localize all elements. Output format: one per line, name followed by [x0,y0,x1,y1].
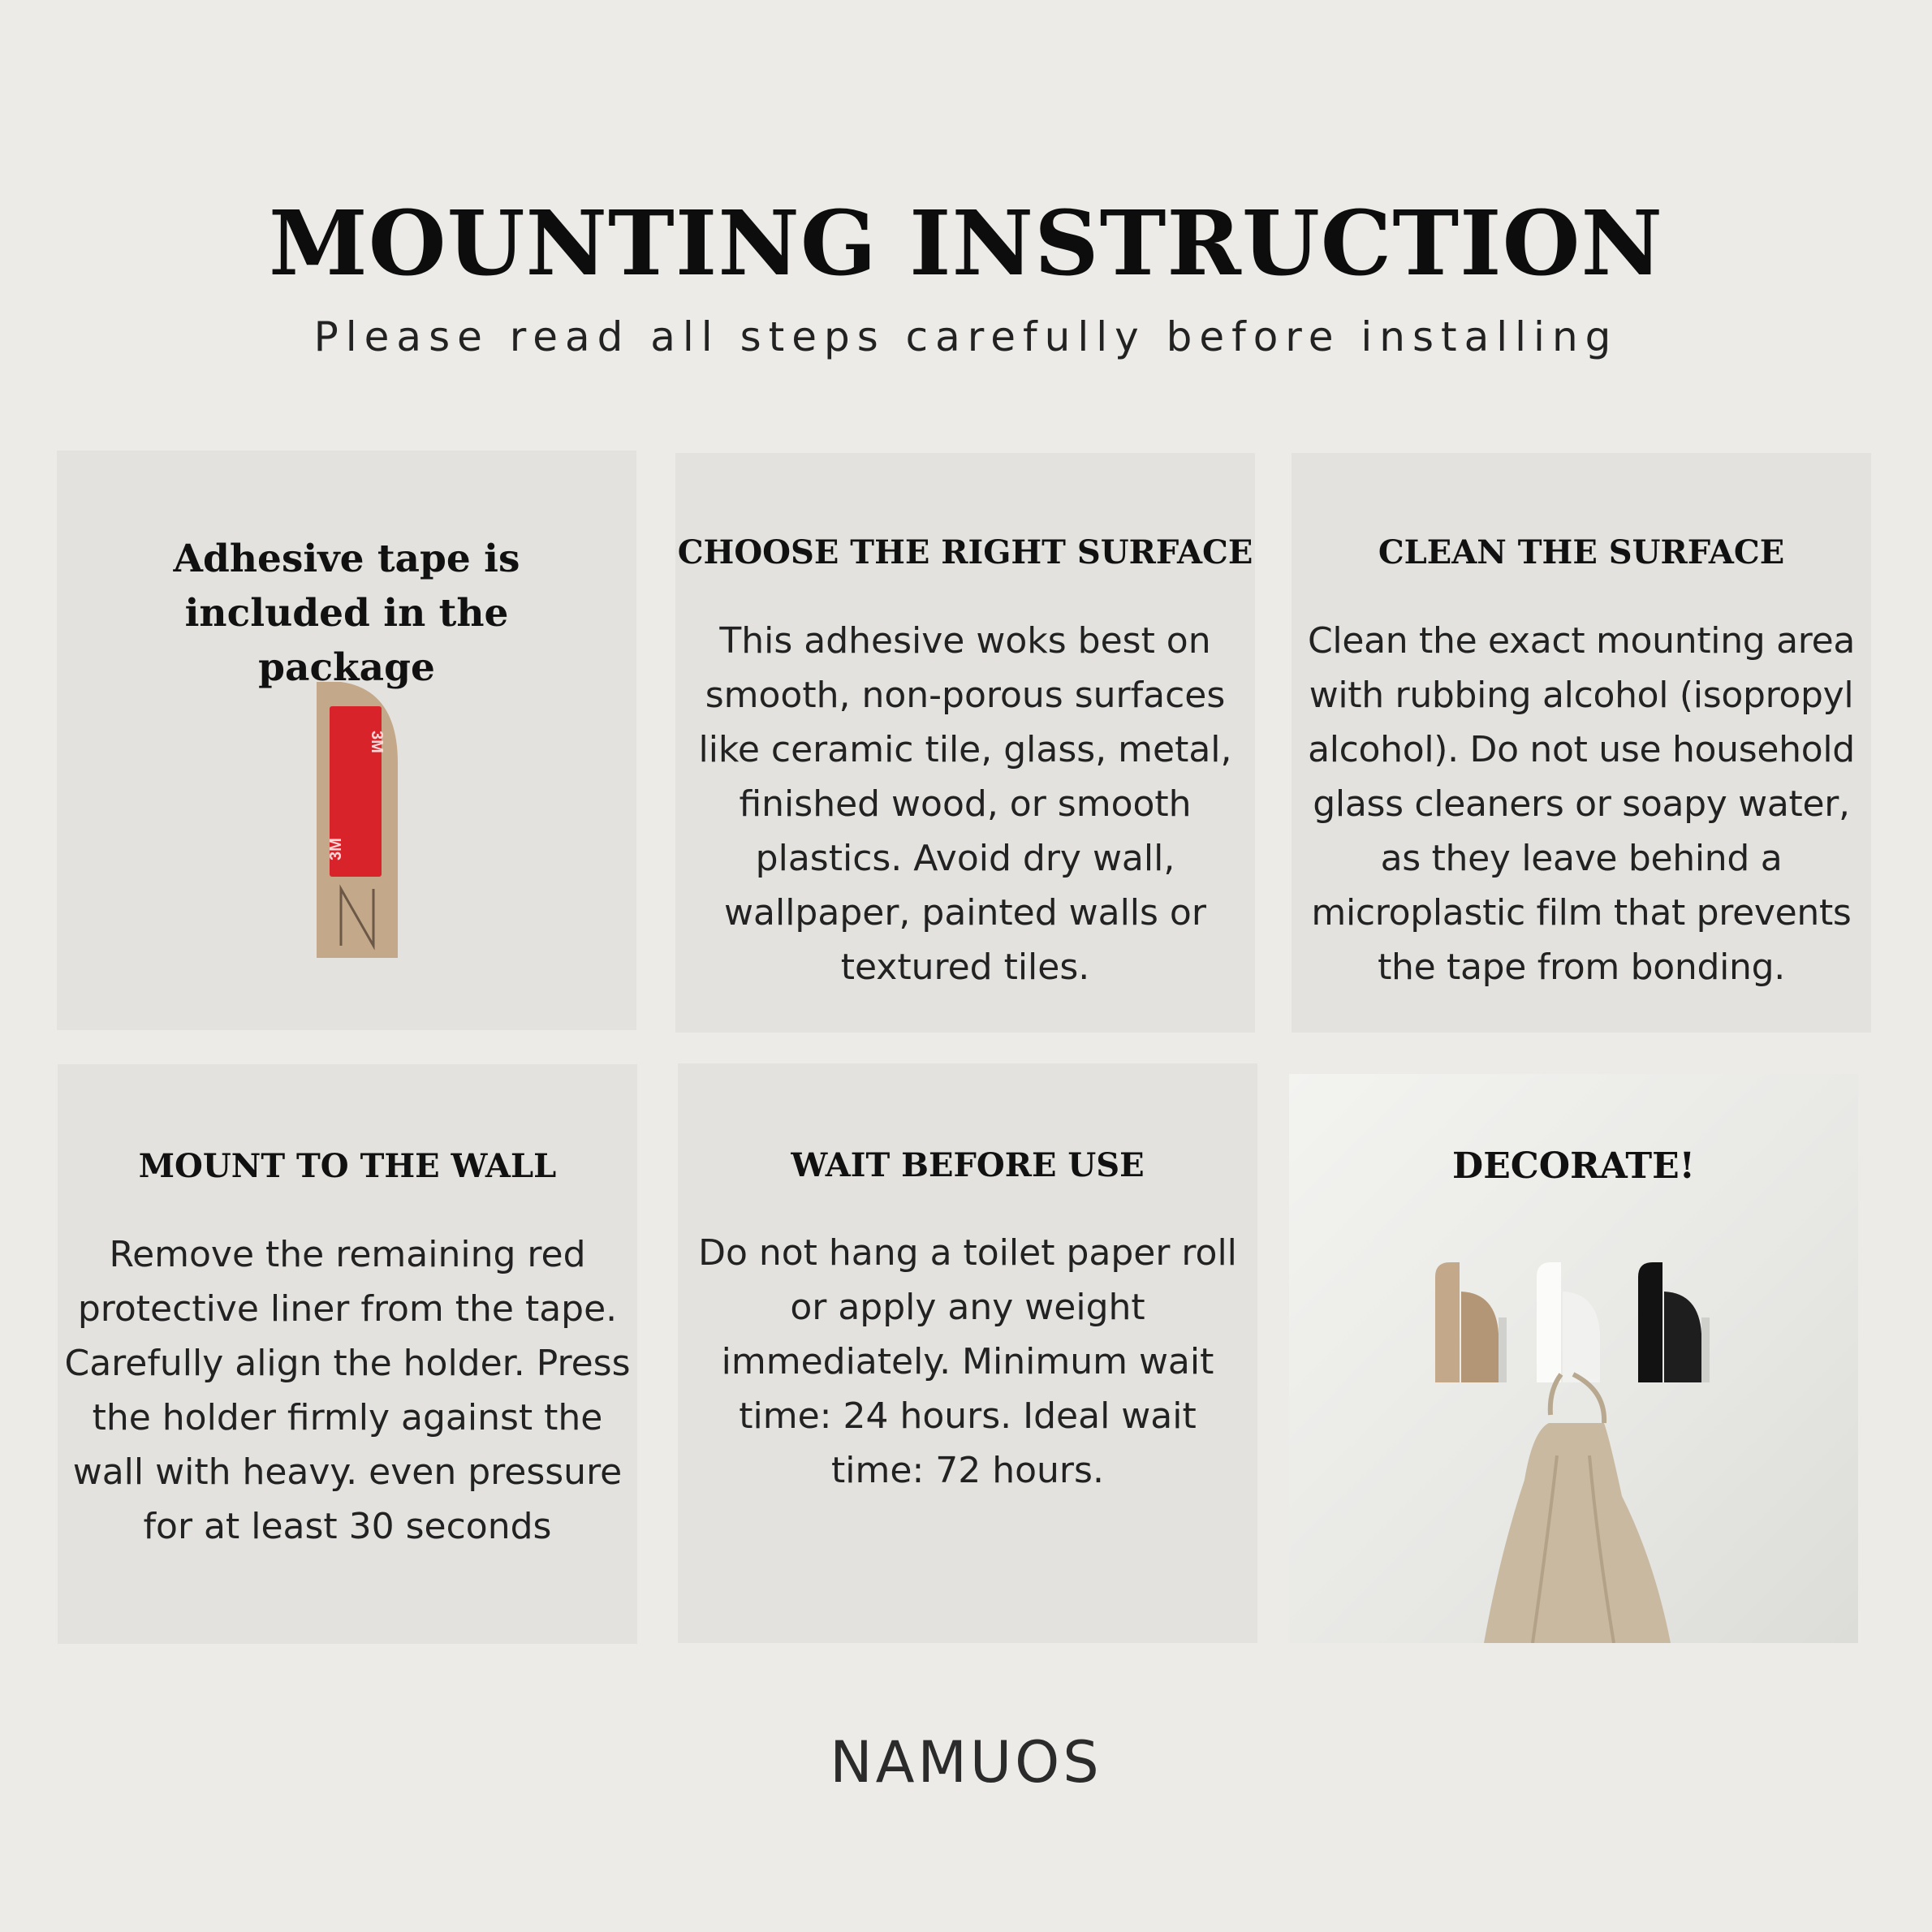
card-title: MOUNT TO THE WALL [138,1147,557,1185]
card-body: This adhesive woks best on smooth, non-porous surfaces like ceramic tile, glass, metal, finished wood, or smooth plastics. Avoid dry wall, wallpaper, painted walls or textured tiles. [698,620,1232,988]
card-wait-before-use [678,1063,1257,1643]
card-title: DECORATE! [1452,1145,1695,1187]
card-title: Adhesive tape is included in the package [173,537,520,690]
card-title: CLEAN THE SURFACE [1378,533,1785,571]
brand-logo: NAMUOS [830,1729,1102,1796]
card-choose-surface [675,453,1255,1033]
page-subtitle: Please read all steps carefully before installing [313,313,1619,360]
card-adhesive-tape [57,451,636,1030]
card-title: WAIT BEFORE USE [791,1146,1145,1184]
svg-text:3M: 3M [327,838,345,860]
card-clean-surface [1292,453,1871,1033]
card-title: CHOOSE THE RIGHT SURFACE [677,533,1253,571]
card-body: Clean the exact mounting area with rubbing alcohol (isopropyl alcohol). Do not use household glass cleaners or soapy water, as they leave behind a microplastic film that prevents the tape from bonding. [1307,620,1856,988]
tape-brand-label: 3M [368,731,386,753]
card-mount-wall [58,1064,637,1644]
card-body: Remove the remaining red protective liner from the tape. Carefully align the holder. Press the holder firmly against the wall with heavy. even pressure for at least 30 seconds [64,1234,631,1547]
adhesive-holder-illustration [308,674,422,966]
page-title: MOUNTING INSTRUCTION [268,191,1664,295]
card-decorate [1289,1074,1858,1643]
card-body: Do not hang a toilet paper roll or apply any weight immediately. Minimum wait time: 24 hours. Ideal wait time: 72 hours. [698,1232,1237,1491]
hooks-with-towel-photo [1289,1074,1858,1643]
